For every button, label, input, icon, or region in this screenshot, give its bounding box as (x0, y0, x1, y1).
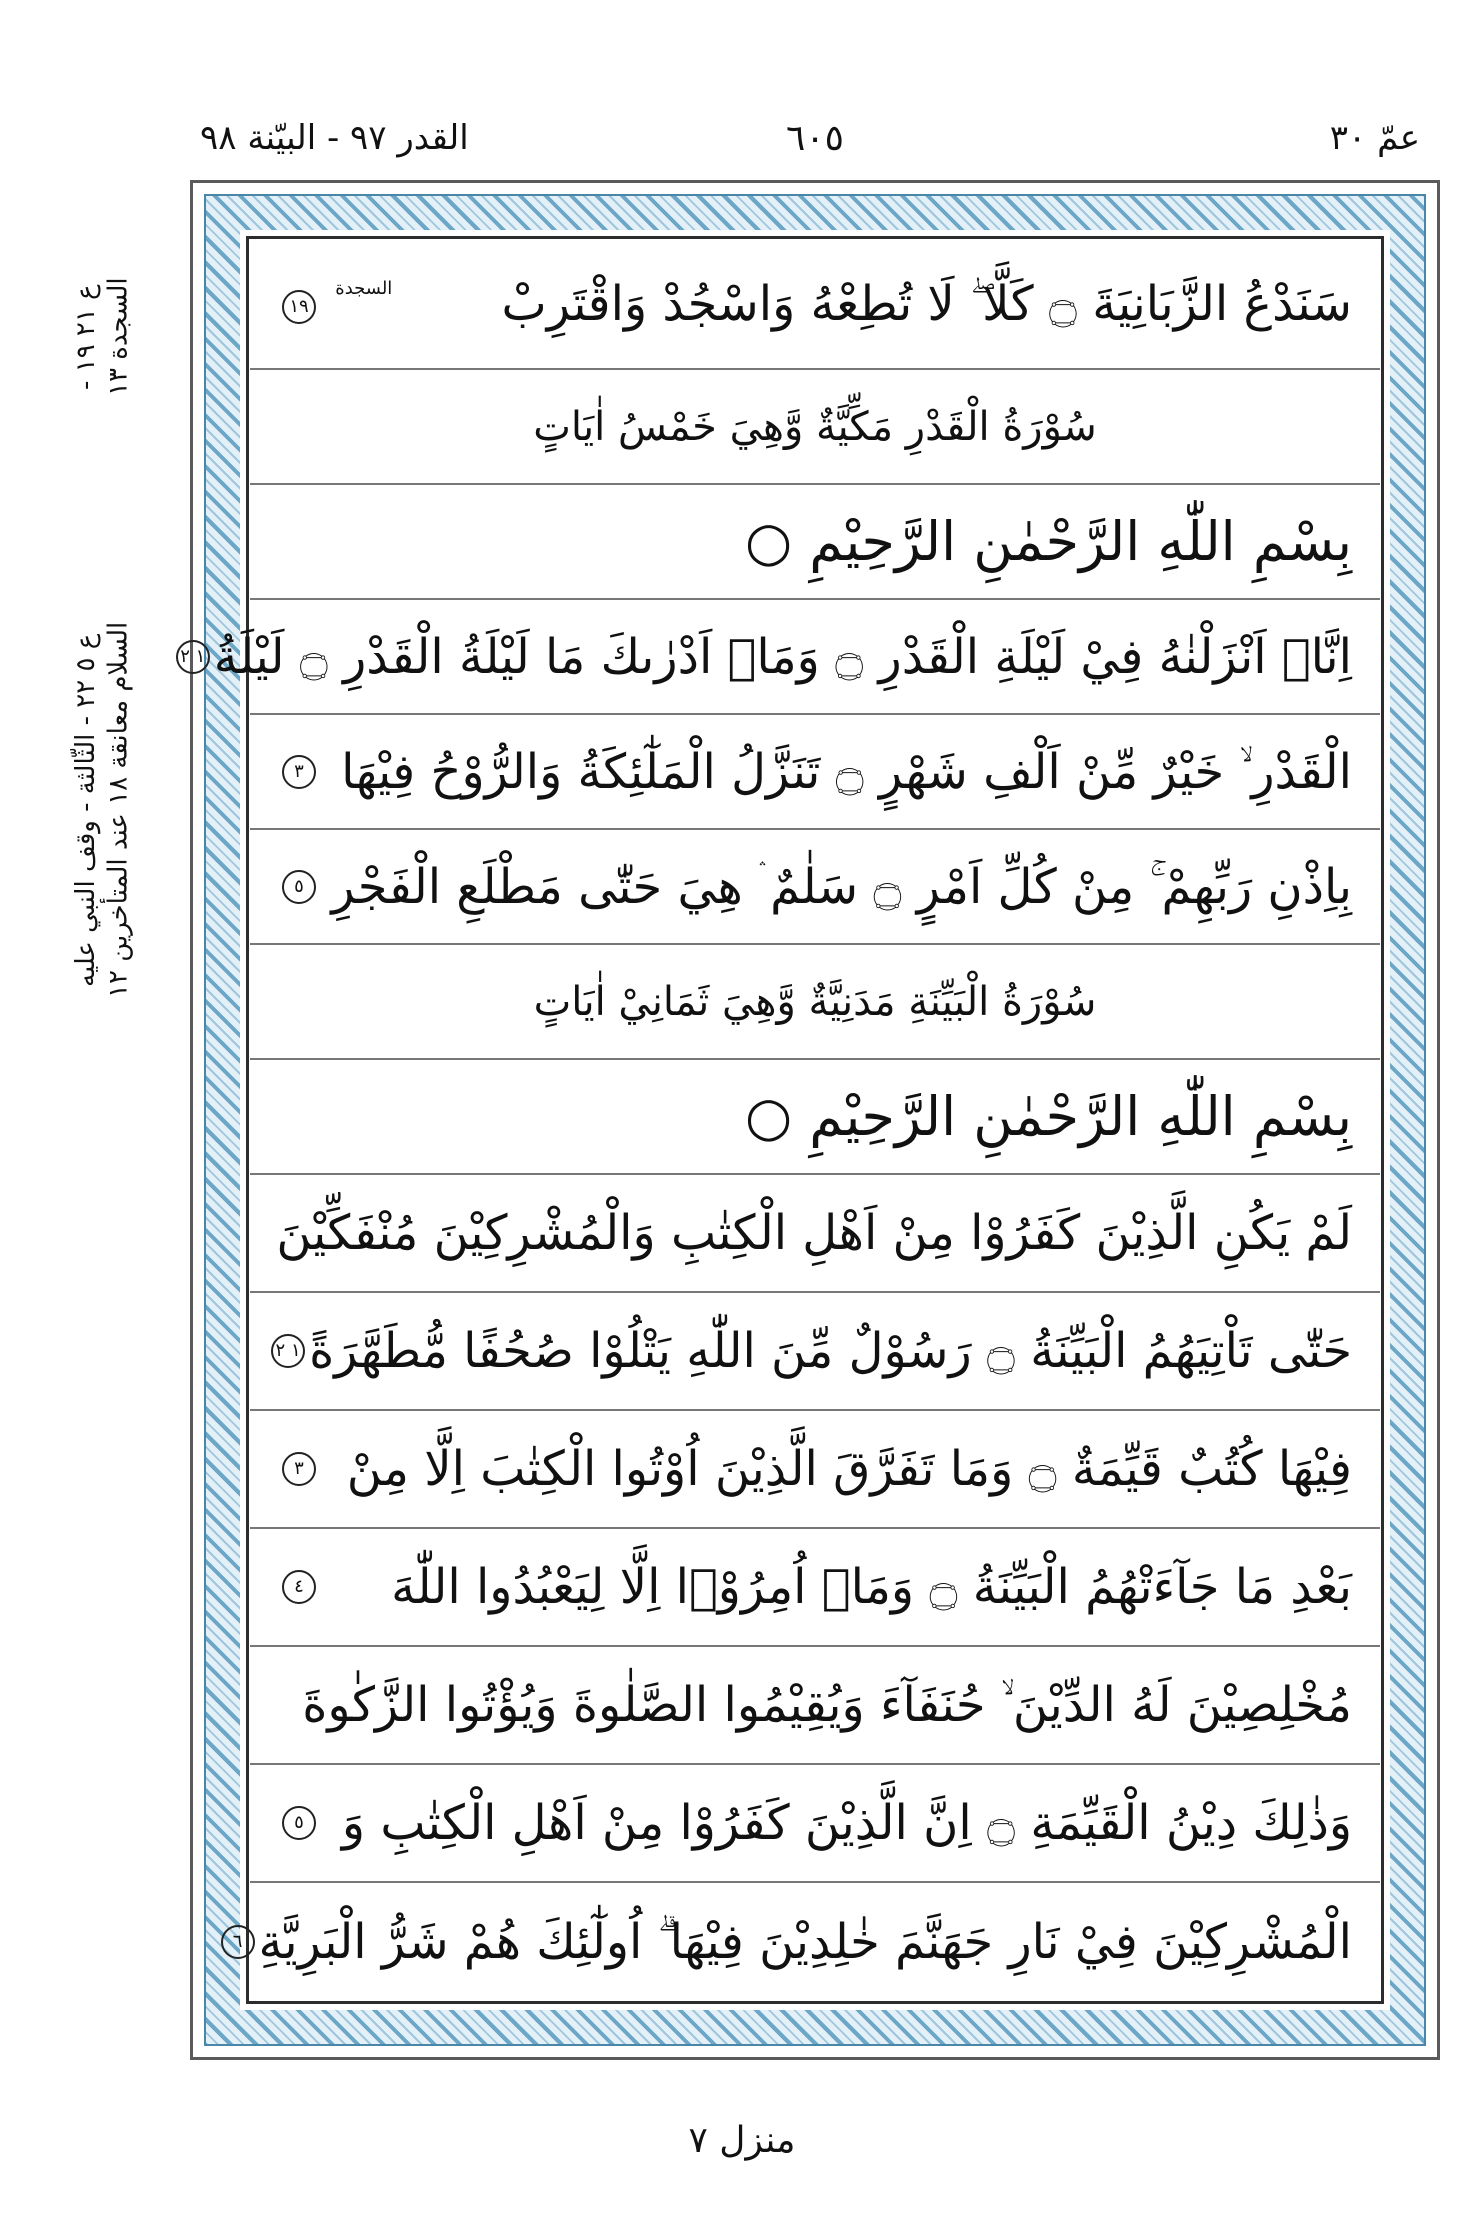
ayah-number: ١٩ (282, 290, 316, 324)
line-1 (250, 240, 1380, 370)
line-15-text: الْمُشْرِكِيْنَ فِيْ نَارِ جَهَنَّمَ خٰلِدِيْنَ فِيْهَا ۗ اُولٰٓئِكَ هُمْ شَرُّ الْبَرِيَّةِ (258, 1913, 1352, 1970)
ayah-number: ٥ (282, 1806, 316, 1840)
line-9 (250, 1175, 1380, 1293)
ayah-number: ١ ٢ (176, 640, 210, 674)
ayah-number: ١ ٢ (271, 1334, 305, 1368)
line-6 (250, 830, 1380, 945)
line-4-text: اِنَّاۤ اَنْزَلْنٰهُ فِيْ لَيْلَةِ الْقَدْرِ ۝ وَمَاۤ اَدْرٰىكَ مَا لَيْلَةُ الْقَدْرِ ۝ لَيْلَةُ (213, 628, 1352, 685)
juz-label: عمّ ٣٠ (1329, 118, 1420, 158)
line-12-text: بَعْدِ مَا جَآءَتْهُمُ الْبَيِّنَةُ ۝ وَمَاۤ اُمِرُوْۤا اِلَّا لِيَعْبُدُوا اللّٰهَ (391, 1559, 1352, 1615)
sajdah-mark: السجدة (335, 278, 393, 299)
margin-note-lower: ع ٥ ٢٢ - الثّالثة - وقف النبي عليه السلام معانقة ١٨ عند المتأخرين ١٢ (71, 621, 134, 999)
ayah-number: ٥ (282, 870, 316, 904)
surah-title-bayyinah (250, 945, 1380, 1060)
line-10-text: حَتّٰى تَاْتِيَهُمُ الْبَيِّنَةُ ۝ رَسُوْلٌ مِّنَ اللّٰهِ يَتْلُوْا صُحُفًا مُّطَهَّرَةً (309, 1323, 1352, 1379)
line-13 (250, 1647, 1380, 1765)
ayah-number: ٣ (282, 755, 316, 789)
line-1-text: سَنَدْعُ الزَّبَانِيَةَ ۝ كَلَّا ۖ لَا تُطِعْهُ وَاسْجُدْ وَاقْتَرِبْ (501, 276, 1352, 332)
line-1-marks (278, 280, 392, 328)
line-5-text: الْقَدْرِ ۙ خَيْرٌ مِّنْ اَلْفِ شَهْرٍ ۝ تَنَزَّلُ الْمَلٰٓئِكَةُ وَالرُّوْحُ فِيْهَا (341, 743, 1352, 800)
line-14 (250, 1765, 1380, 1883)
line-5 (250, 715, 1380, 830)
line-10 (250, 1293, 1380, 1411)
line-4 (180, 600, 1380, 715)
page-header (190, 108, 1440, 168)
line-12 (250, 1529, 1380, 1647)
bismillah-2 (250, 1060, 1380, 1175)
ayah-number: ٤ (282, 1570, 316, 1604)
bismillah-1 (250, 485, 1380, 600)
line-15 (232, 1883, 1380, 2000)
surah-names: القدر ٩٧ - البيّنة ٩٨ (200, 118, 469, 158)
text-lines (180, 240, 1380, 2000)
ayah-number: ٣ (282, 1452, 316, 1486)
line-11-text: فِيْهَا كُتُبٌ قَيِّمَةٌ ۝ وَمَا تَفَرَّقَ الَّذِيْنَ اُوْتُوا الْكِتٰبَ اِلَّا مِنْ (346, 1441, 1352, 1497)
surah-title-qadr-text: سُوْرَةُ الْقَدْرِ مَكِّيَّةٌ وَّهِيَ خَمْسُ اٰيَاتٍ (533, 403, 1097, 450)
bismillah-1-text: بِسْمِ اللّٰهِ الرَّحْمٰنِ الرَّحِيْمِ ○ (744, 509, 1352, 573)
line-11 (250, 1411, 1380, 1529)
page-number: ٦٠٥ (785, 118, 845, 159)
line-9-text: لَمْ يَكُنِ الَّذِيْنَ كَفَرُوْا مِنْ اَهْلِ الْكِتٰبِ وَالْمُشْرِكِيْنَ مُنْفَكِّيْنَ (276, 1205, 1352, 1261)
line-13-text: مُخْلِصِيْنَ لَهُ الدِّيْنَ ۙ حُنَفَآءَ وَيُقِيْمُوا الصَّلٰوةَ وَيُؤْتُوا الزَّكٰوةَ (302, 1677, 1352, 1733)
line-14-text: وَذٰلِكَ دِيْنُ الْقَيِّمَةِ ۝ اِنَّ الَّذِيْنَ كَفَرُوْا مِنْ اَهْلِ الْكِتٰبِ وَ (341, 1795, 1352, 1851)
bismillah-2-text: بِسْمِ اللّٰهِ الرَّحْمٰنِ الرَّحِيْمِ ○ (744, 1084, 1352, 1148)
margin-note-upper: ع ٢١ ١٩ - السجدة ١٣ (71, 277, 134, 397)
line-6-text: بِاِذْنِ رَبِّهِمْ ۚ مِنْ كُلِّ اَمْرٍ ۝ سَلٰمٌ ۛ هِيَ حَتّٰى مَطْلَعِ الْفَجْرِ (331, 858, 1352, 915)
surah-title-qadr (250, 370, 1380, 485)
ayah-number: ٦ (221, 1925, 255, 1959)
manzil-footer: منزل ٧ (688, 2120, 796, 2161)
surah-title-bayyinah-text: سُوْرَةُ الْبَيِّنَةِ مَدَنِيَّةٌ وَّهِيَ ثَمَانِيْ اٰيَاتٍ (533, 978, 1097, 1025)
